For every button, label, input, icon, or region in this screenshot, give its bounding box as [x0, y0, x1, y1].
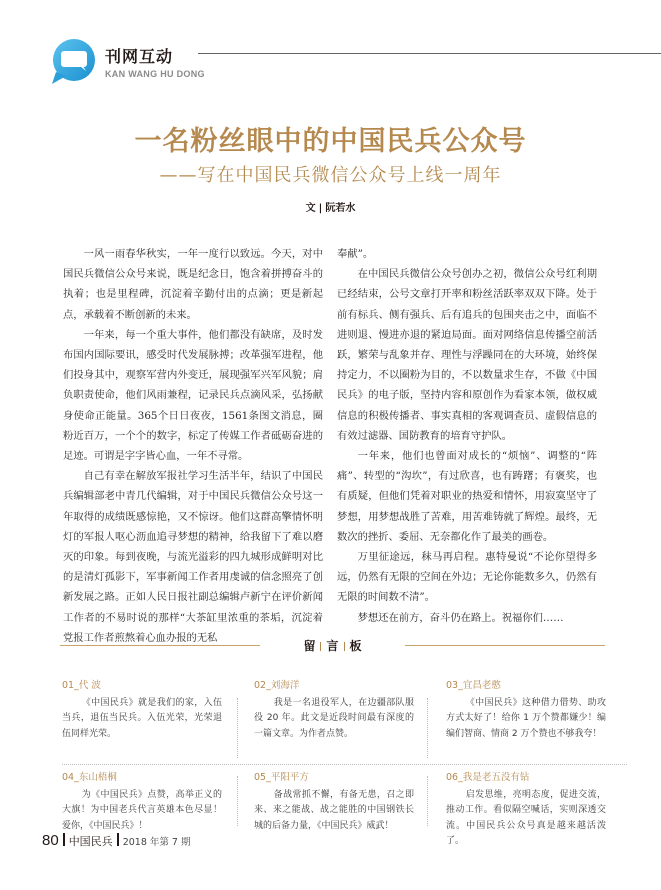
- board-rule-left: [60, 645, 260, 646]
- article-column-left: [63, 244, 323, 648]
- message-card: [446, 678, 606, 742]
- footer-divider: [117, 833, 119, 846]
- message-author: 04_东山梧桐: [62, 772, 117, 783]
- dotted-divider: [427, 776, 428, 826]
- message-board-header: [60, 635, 605, 655]
- paragraph: 万里征途远，秣马再启程。惠特曼说“不论你望得多远，仍然有无限的空间在外边；无论你能数多久，仍然有无限的时间数不清”。: [337, 551, 597, 604]
- message-card: [62, 770, 222, 834]
- header-rule: [198, 53, 661, 54]
- message-author: 06_我是老五没有钻: [446, 772, 530, 783]
- issue-number: 2018 年第 7 期: [122, 837, 191, 848]
- board-title-char: 板: [349, 639, 362, 653]
- paragraph: 在中国民兵微信公众号创办之初，微信公众号红利期已经结束，公号文章打开率和粉丝活跃率双双下降。处于前有标兵、侧有强兵、后有追兵的包围夹击之中，面临不进则退、慢进亦退的紧迫局面。面对网络信息传播空前活跃，繁荣与乱象并存、理性与浮躁同在的大环境，始终保持定力，不以圈粉为目的，不以数量求生存，不做《中国民兵》的电子版，坚持内容和原创作为看家本领，做权威信息的积极传播者、事实真相的客观调查员、虚假信息的有效过滤器、国防教育的培育守护队。: [337, 268, 597, 442]
- paragraph: 一风一雨春华秋实，一年一度行以致远。今天，对中国民兵微信公众号来说，既是纪念日，饱含着拼搏奋斗的执着；也是里程碑，沉淀着辛勤付出的点滴；更是新起点，承载着不断创新的未来。: [63, 248, 323, 321]
- dotted-divider: [62, 764, 627, 765]
- section-title-en: KAN WANG HU DONG: [105, 69, 205, 79]
- message-text: 我是一名退役军人，在边疆部队服役 20 年。此文是近段时间最有深度的一篇文章。为作者点赞。: [254, 697, 414, 739]
- paragraph: 一年来，他们也曾面对成长的“烦恼”、调整的“阵痛”、转型的“沟坎”，有过欣喜，也有踌躇；有褒奖，也有质疑，但他们凭着对职业的热爱和情怀，用寂寞坚守了梦想，用梦想战胜了苦难，用苦难铸就了辉煌。最终，无数次的挫折、委屈、无奈都化作了最美的画卷。: [337, 450, 597, 543]
- message-author: 03_宜昌老憨: [446, 680, 501, 691]
- dotted-divider: [237, 698, 238, 758]
- message-author: 01_代 波: [62, 680, 101, 691]
- board-rule-right: [405, 645, 605, 646]
- byline-prefix: 文: [305, 203, 316, 214]
- message-text: 《中国民兵》这种借力借势、助攻方式太好了！给你 1 万个赞都嫌少！编编们智商、情商 2 万个赞也不够我夸！: [446, 697, 606, 739]
- message-text: 《中国民兵》就是我们的家，入伍当兵，退伍当民兵。入伍光荣，光荣退伍同样光荣。: [62, 697, 222, 739]
- byline-separator: |: [318, 203, 323, 214]
- message-text: 为《中国民兵》点赞，高举正义的大旗！为中国老兵代言英雄本色尽显！爱你，《中国民兵》！: [62, 789, 222, 831]
- author-name: 阮若水: [325, 203, 356, 214]
- paragraph: 自己有幸在解放军报社学习生活半年，结识了中国民兵编辑部老中青几代编辑，对于中国民兵微信公众号这一年取得的成绩既感惊艳，又不惊讶。他们这群高擎情怀明灯的军报人呕心沥血追寻梦想的精神，给我留下了难以磨灭的印象。每到夜晚，与流光溢彩的四九城形成鲜明对比的是清灯孤影下，军事新闻工作者用虔诚的信念照亮了创新发展之路。正如人民日报社副总编辑卢新宁在评价新闻工作者的不易时说的那样“大茶缸里浓重的茶垢，沉淀着党报工作者煎熬着心血办报的无私: [63, 470, 323, 644]
- paragraph: 奉献”。: [337, 248, 374, 260]
- section-header: [50, 38, 661, 88]
- message-card: [254, 770, 414, 834]
- board-title-char: 留: [303, 639, 316, 653]
- message-text: 启发思维，亮明态度，促进交流，推动工作。看似隔空喊话，实则深透交流。中国民兵公众号真是越来越活泼了。: [446, 789, 606, 846]
- message-text: 备战常抓不懈，有备无患，召之即来、来之能战、战之能胜的中国钢铁长城的后备力量，《中国民兵》威武！: [254, 789, 414, 831]
- message-board-title: [272, 637, 393, 654]
- article-title: 一名粉丝眼中的中国民兵公众号: [134, 126, 527, 157]
- article-subtitle: ——写在中国民兵微信公众号上线一周年: [159, 165, 502, 186]
- section-title-cn: 刊网互动: [105, 47, 174, 66]
- paragraph: 一年来，每一个重大事件，他们都没有缺席，及时发布国内国际要讯，感受时代发展脉搏；改革强军进程，他们投身其中，观察军营内外变迁，展现强军兴军风貌；肩负职责使命，他们风雨兼程，记录民兵点滴风采，弘扬献身使命正能量。365个日日夜夜，1561条图文消息，圈粉近百万，一个个的数字，标定了传媒工作者砥砺奋进的足迹。可谓是字字皆心血，一年不寻常。: [63, 328, 323, 463]
- dotted-divider: [427, 698, 428, 758]
- page-footer: [42, 832, 190, 849]
- dotted-divider: [237, 776, 238, 826]
- chat-bubble-icon: [50, 38, 98, 86]
- message-card: [254, 678, 414, 742]
- board-title-divider: [320, 642, 321, 651]
- board-title-char: 言: [326, 639, 339, 653]
- page-number: 80: [42, 832, 59, 849]
- board-title-divider: [344, 642, 345, 651]
- message-author: 05_平阳平方: [254, 772, 309, 783]
- article-column-right: [337, 244, 597, 628]
- footer-divider: [63, 833, 65, 846]
- magazine-name: 中国民兵: [68, 835, 113, 848]
- message-card: [62, 678, 222, 742]
- message-card: [446, 770, 606, 850]
- byline: [0, 199, 661, 214]
- message-author: 02_刘海洋: [254, 680, 300, 691]
- paragraph: 梦想还在前方，奋斗仍在路上。祝福你们……: [357, 611, 564, 624]
